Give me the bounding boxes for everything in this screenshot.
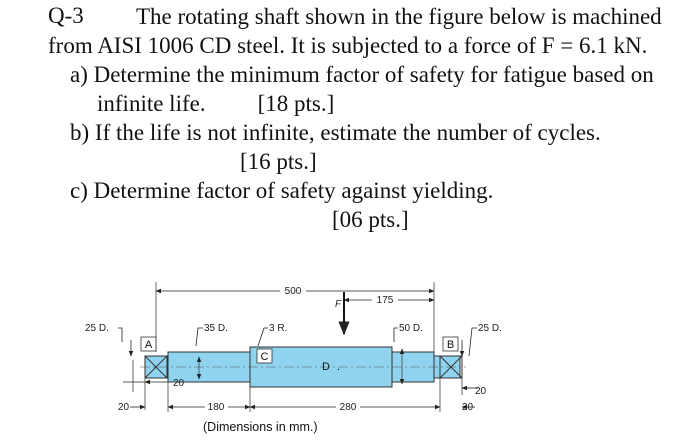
point-d-label: D — [322, 361, 330, 373]
point-a-label: A — [144, 339, 153, 351]
diameter-right-label: 25 D. — [478, 323, 502, 334]
dimension-180: 180 — [207, 402, 225, 413]
radius-label: 3 R. — [269, 323, 288, 334]
dimension-20-left-top: 20 — [173, 378, 185, 389]
dimension-20-right-bottom: 20 — [462, 402, 474, 413]
figure-caption: (Dimensions in mm.) — [203, 420, 318, 434]
part-a-points: [18 pts.] — [257, 91, 335, 116]
diameter-35-label: 35 D. — [204, 323, 228, 334]
part-c-points: [06 pts.] — [332, 207, 409, 232]
diameter-left-label: 25 D. — [85, 323, 109, 334]
diameter-left-leader — [118, 328, 122, 342]
dimension-20-right-top: 20 — [475, 386, 487, 397]
radius-leader — [258, 328, 268, 346]
diameter-50-leader — [394, 328, 398, 342]
dimension-500: 500 — [284, 286, 302, 297]
dimension-175: 175 — [376, 295, 394, 306]
part-b-text: b) If the life is not infinite, estimate the number of cycles. — [70, 120, 601, 145]
dimension-20-left-bottom: 20 — [118, 402, 130, 413]
diameter-right-leader — [469, 328, 477, 356]
part-c-text: c) Determine factor of safety against yielding. — [70, 178, 494, 203]
part-b-points: [16 pts.] — [240, 149, 317, 174]
dimension-280: 280 — [339, 402, 357, 413]
problem-statement-line-1: The rotating shaft shown in the figure below is machined — [136, 4, 662, 29]
problem-statement-line-2: from AISI 1006 CD steel. It is subjected to a force of F = 6.1 kN. — [48, 33, 648, 58]
force-label: F — [335, 299, 342, 310]
question-label: Q-3 — [48, 3, 84, 28]
point-d-mark: . — [337, 361, 341, 373]
part-a-text: a) Determine the minimum factor of safety for fatigue based on — [70, 62, 654, 87]
part-a-text-line-2: infinite life. — [97, 91, 206, 116]
diameter-50-label: 50 D. — [399, 323, 423, 334]
point-c-label: C — [260, 351, 269, 363]
diameter-35-leader — [196, 328, 203, 346]
point-b-label: B — [446, 339, 455, 351]
